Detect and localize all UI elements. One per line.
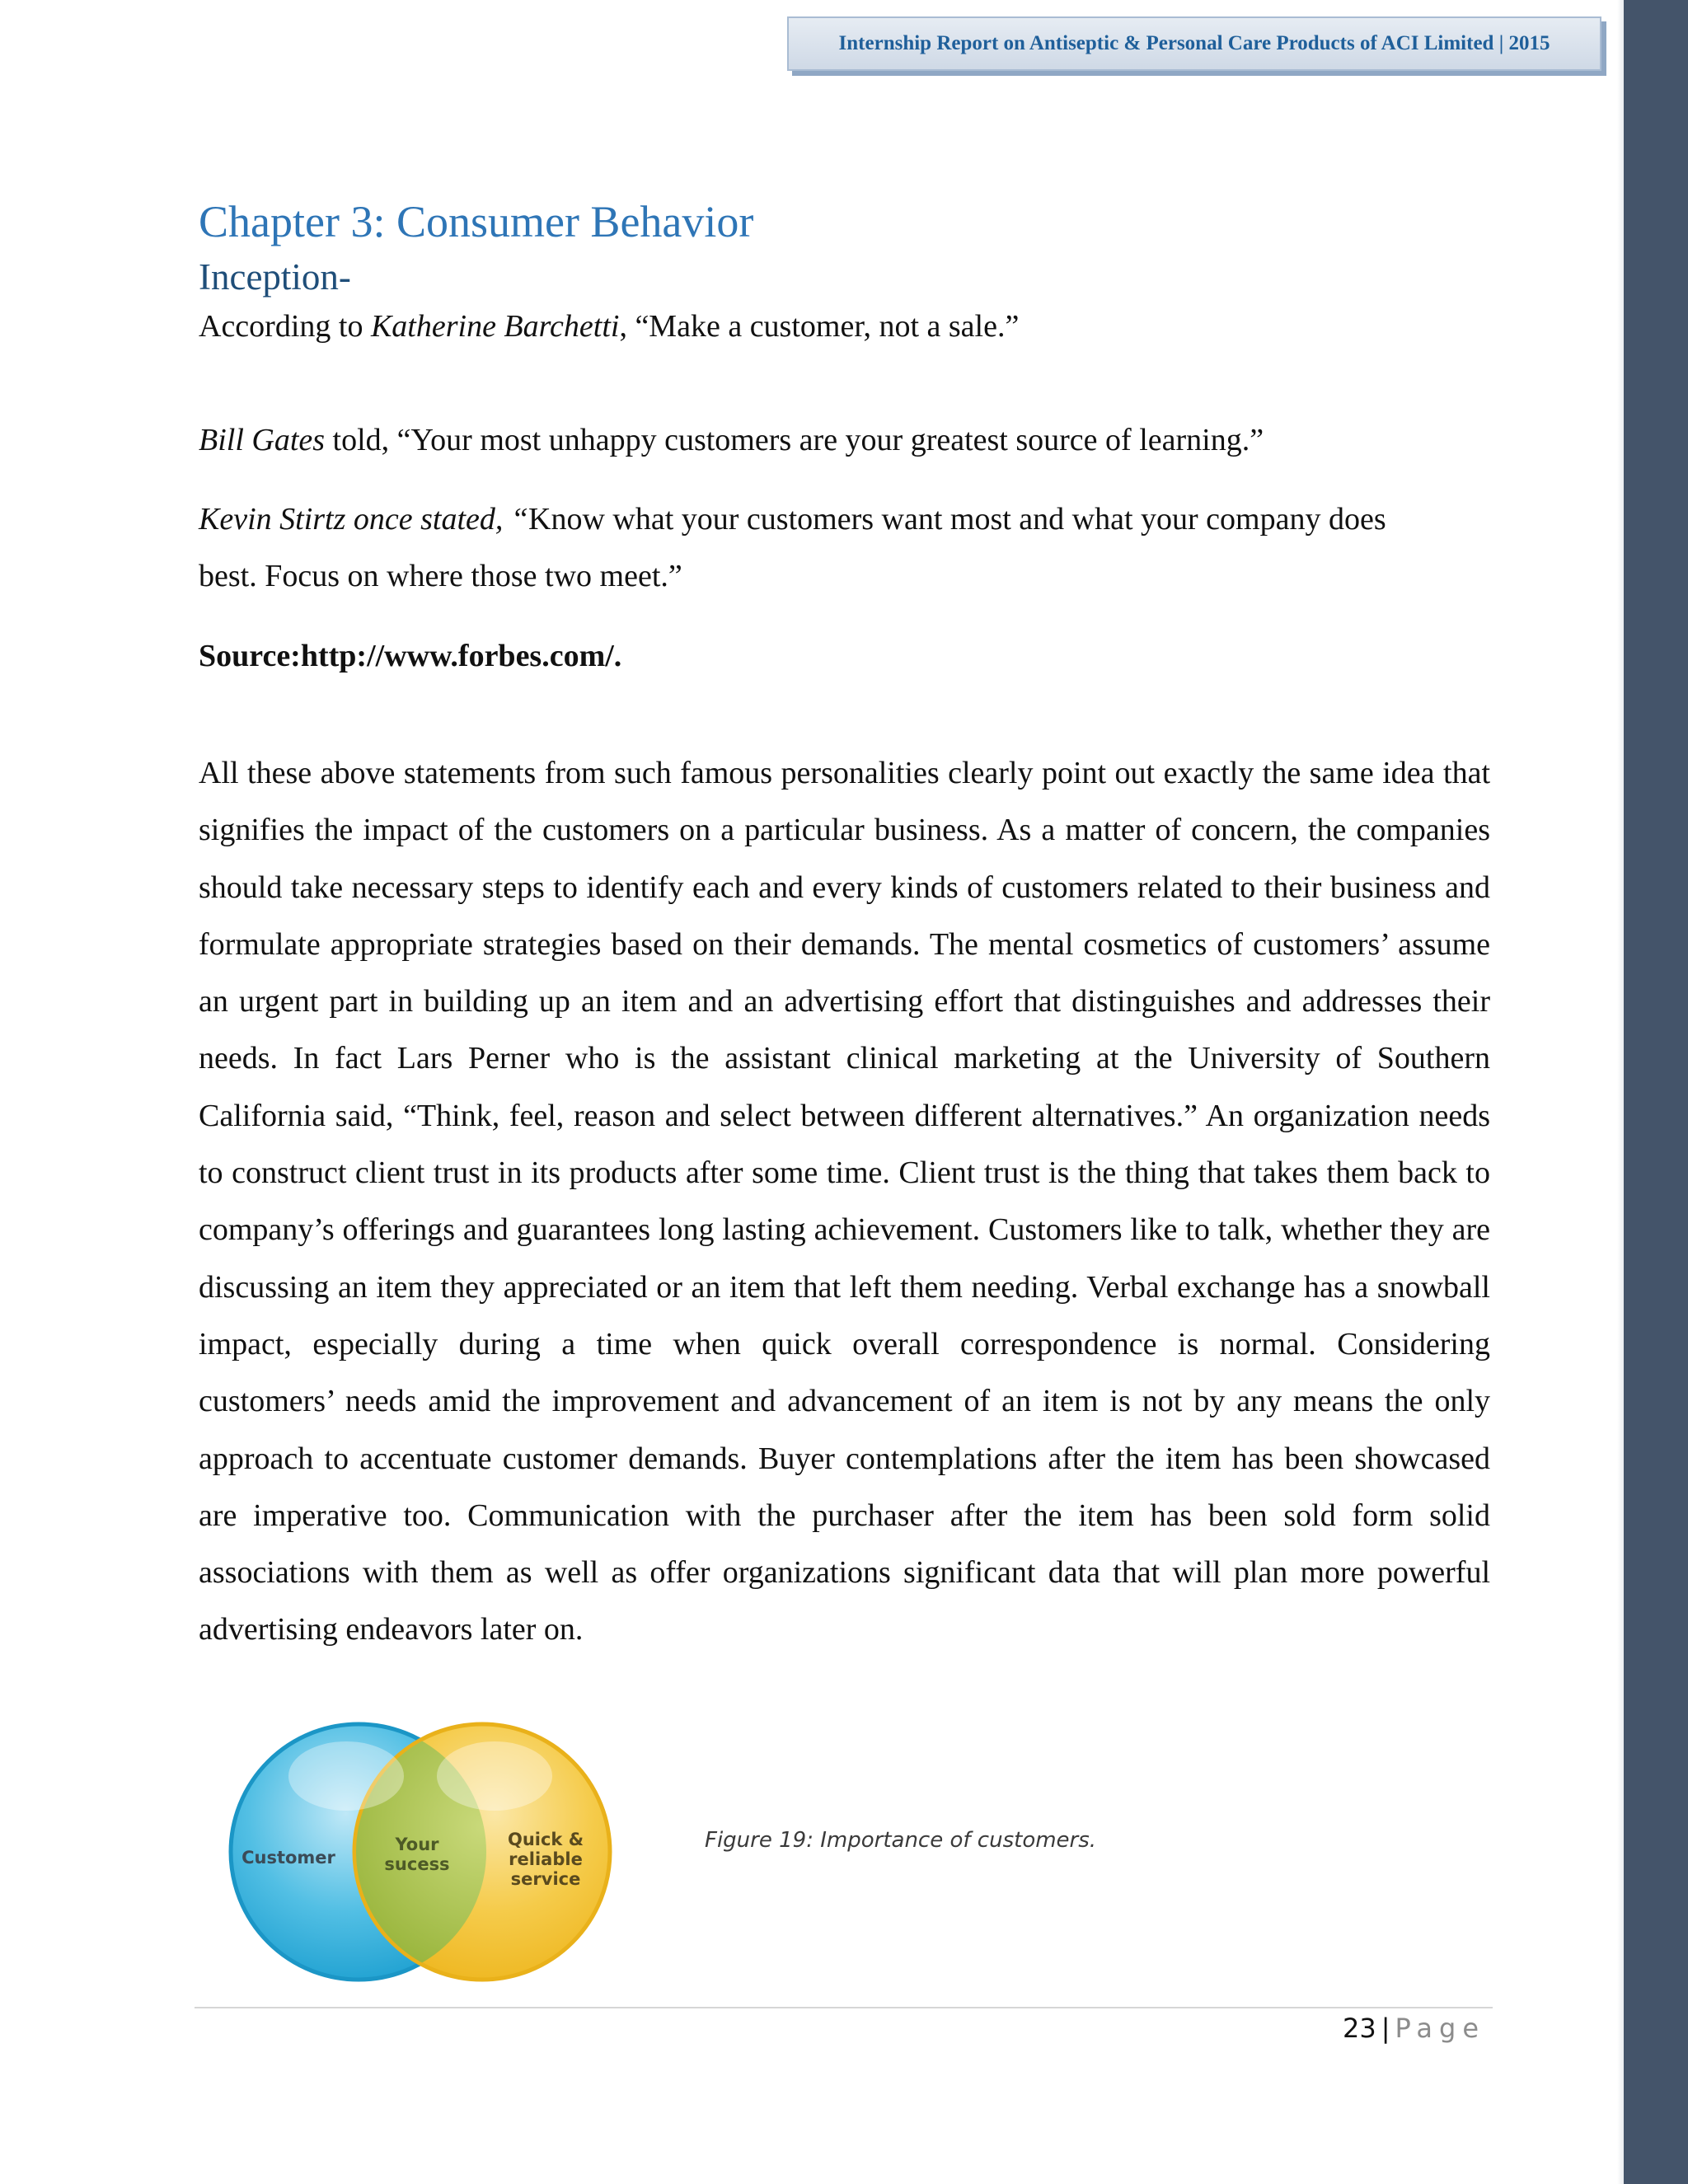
- body-paragraph: All these above statements from such famous personalities clearly point out exactly the same idea that signifies the impact of the customers on a particular business. As a matter of concern, the companies should take necessary steps to identify each and every kinds of customers related to their business and formulate appropriate strategies based on their demands. The mental cosmetics of customers’ assume an urgent part in building up an item and an advertising effort that distinguishes and addresses their needs. In fact Lars Perner who is the assistant clinical marketing at the University of Southern California said, “Think, feel, reason and select between different alternatives.” An organization needs to construct client trust in its products after some time. Client trust is the thing that takes them back to company’s offerings and guarantees long lasting achievement. Customers like to talk, whether they are discussing an item they appreciated or an item that left them needing. Verbal exchange has a snowball impact, especially during a time when quick overall correspondence is normal. Considering customers’ needs amid the improvement and advancement of an item is not by any means the only approach to accentuate customer demands. Buyer contemplations after the item has been showcased are imperative too. Communication with the purchaser after the item has been sold form solid associations with them as well as offer organizations significant data that will plan more powerful advertising endeavors later on.: [199, 756, 1490, 1647]
- venn-label-customer: Customer: [241, 1848, 335, 1868]
- page-sidebar-band: [1624, 0, 1688, 2184]
- footer-divider: [195, 2007, 1493, 2008]
- venn-label-sucess: sucess: [384, 1854, 450, 1874]
- venn-label-service: service: [510, 1869, 581, 1889]
- quote-text: Know what your customers want most and what your company does: [528, 502, 1386, 537]
- quote-text: , “Make a customer, not a sale.”: [619, 309, 1020, 344]
- quote-stirtz: [199, 498, 1386, 541]
- source-line: Source:http://www.forbes.com/.: [199, 639, 622, 673]
- quote-author: Kevin Stirtz once stated, “: [199, 502, 529, 537]
- quote-text: told, “Your most unhappy customers are your greatest source of learning.”: [325, 423, 1264, 457]
- quote-barchetti: [199, 305, 1019, 348]
- venn-label-your: Your: [395, 1835, 439, 1854]
- quote-author: Katherine Barchetti: [370, 309, 620, 344]
- quote-stirtz-continued: best. Focus on where those two meet.”: [199, 559, 682, 593]
- page-word: Page: [1395, 2013, 1485, 2044]
- quote-prefix: According to: [199, 309, 371, 344]
- quote-author: Bill Gates: [199, 423, 326, 457]
- venn-highlight-left: [288, 1741, 404, 1811]
- page-number: [1337, 2013, 1485, 2044]
- chapter-title: Chapter 3: Consumer Behavior: [199, 197, 754, 246]
- section-title: Inception-: [199, 256, 351, 298]
- quote-gates: [199, 419, 1264, 462]
- figure-caption: Figure 19: Importance of customers.: [705, 1828, 1097, 1853]
- sidebar-edge: [1617, 0, 1624, 2184]
- header-title: Internship Report on Antiseptic & Personal Care Products of ACI Limited | 2015: [838, 32, 1550, 54]
- page-number-value: 23: [1343, 2013, 1376, 2044]
- venn-highlight-right: [437, 1741, 552, 1811]
- venn-label-quick: Quick &: [507, 1830, 584, 1849]
- page-number-separator: |: [1381, 2013, 1390, 2044]
- venn-label-reliable: reliable: [509, 1849, 583, 1869]
- venn-diagram: [223, 1718, 618, 1990]
- running-header: [787, 16, 1601, 71]
